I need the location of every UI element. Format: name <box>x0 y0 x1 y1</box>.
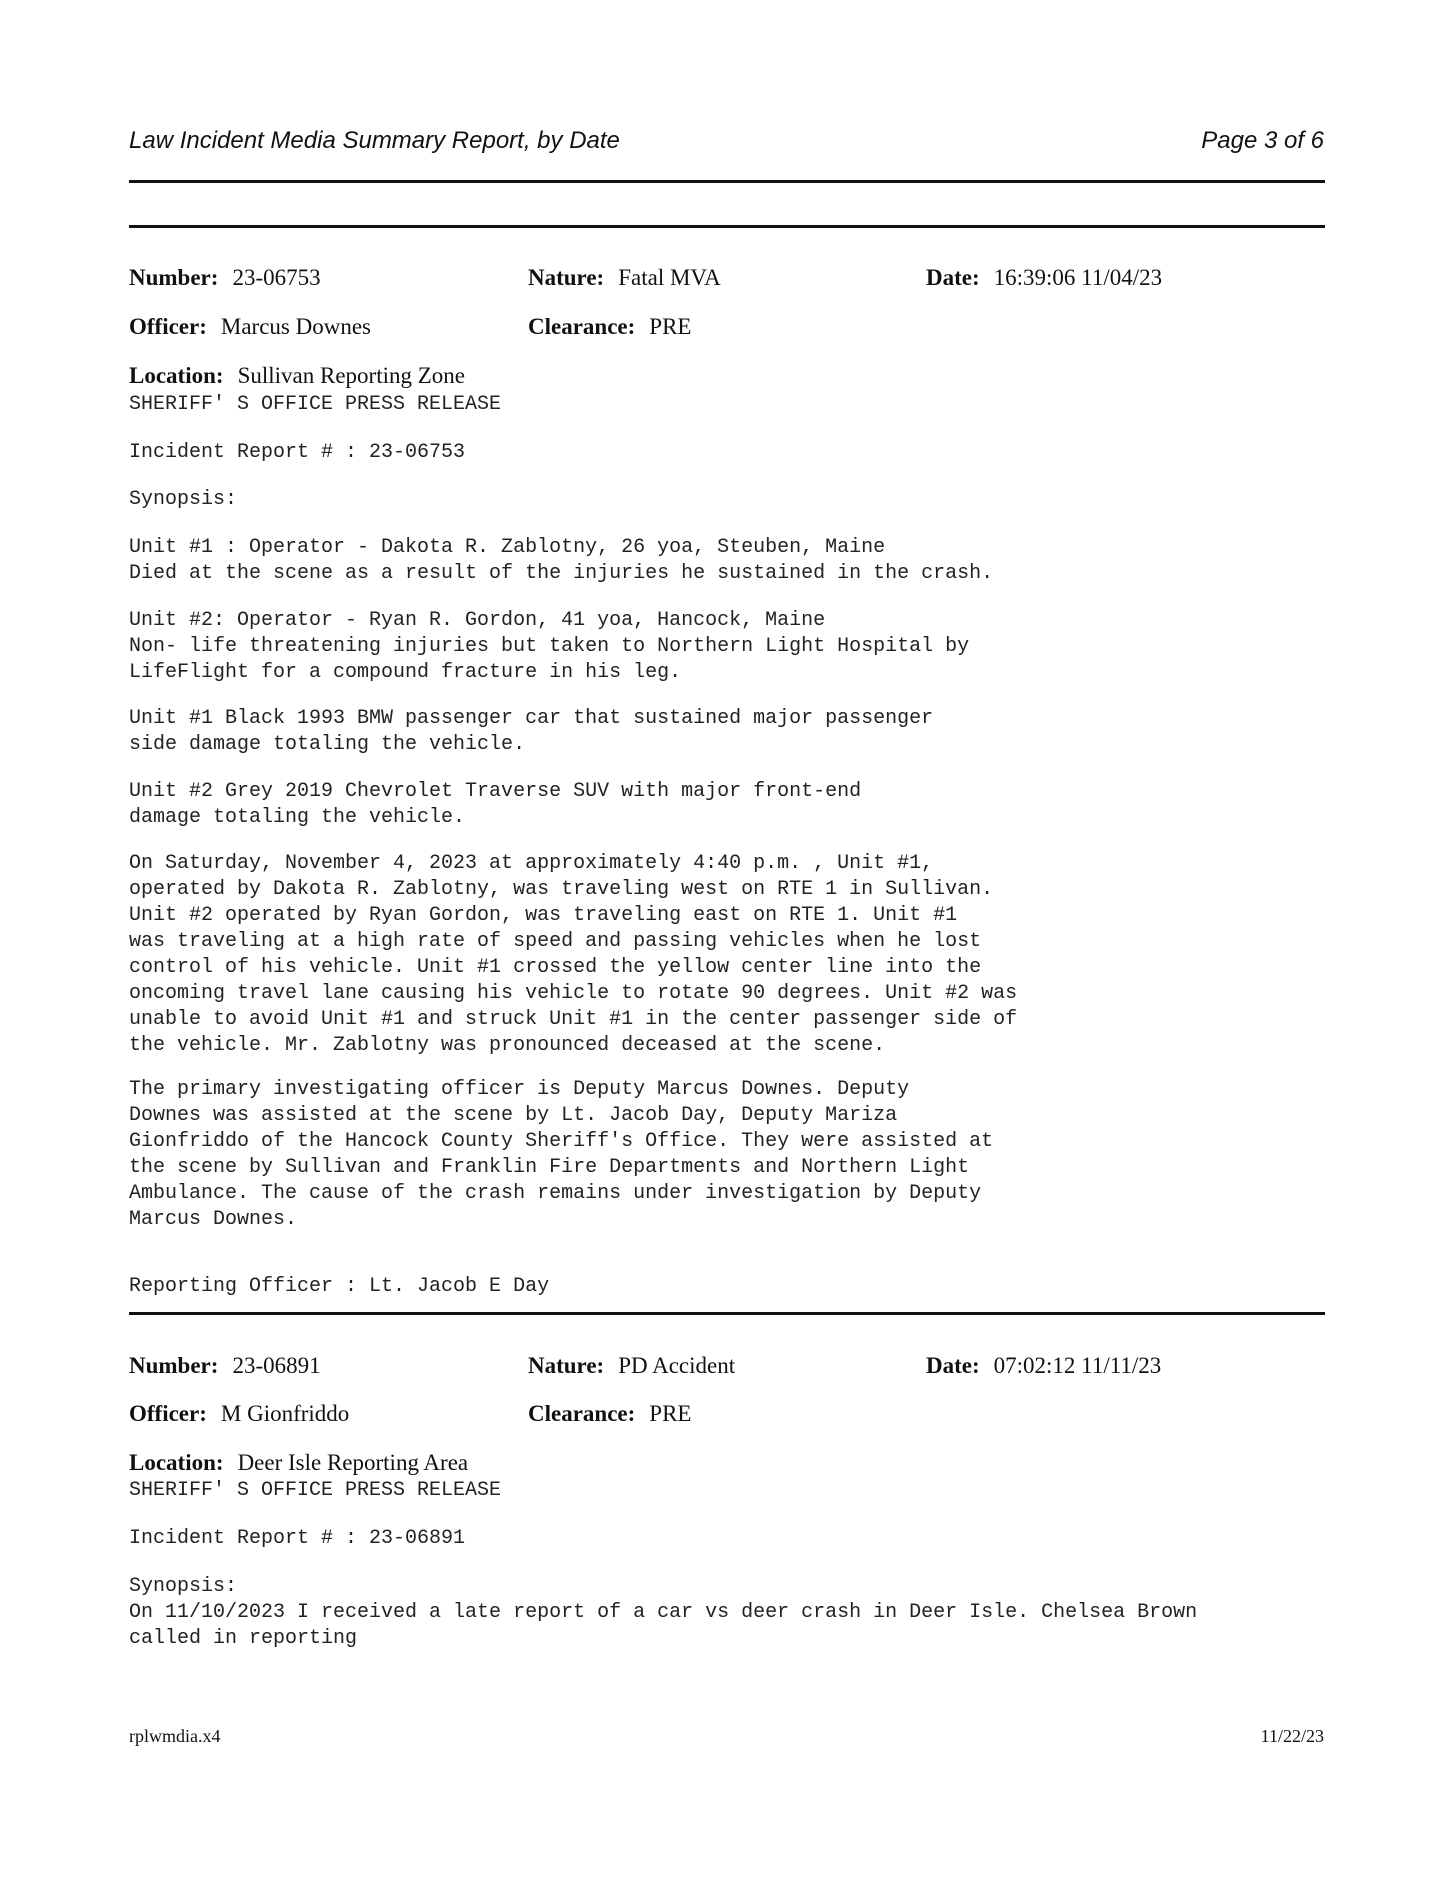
page-number: Page 3 of 6 <box>1201 127 1324 154</box>
officer-value: Marcus Downes <box>220 314 371 339</box>
incident-1-officer <box>129 312 371 342</box>
incident-1-date <box>926 263 1162 293</box>
officer-value: M Gionfriddo <box>220 1401 350 1426</box>
number-value: 23-06891 <box>232 1353 321 1378</box>
footer-print-date: 11/22/23 <box>1260 1726 1324 1746</box>
number-label: Number: <box>129 265 219 290</box>
synopsis-paragraph: Unit #2 Grey 2019 Chevrolet Traverse SUV with major front-end damage totaling the vehicle. <box>129 780 862 829</box>
location-value: Deer Isle Reporting Area <box>237 1450 469 1475</box>
press-release-heading: SHERIFF' S OFFICE PRESS RELEASE <box>129 1479 502 1502</box>
incident-2-officer <box>129 1399 349 1429</box>
synopsis-paragraph: Unit #1 Black 1993 BMW passenger car that sustained major passenger side damage totaling the vehicle. <box>129 707 934 756</box>
location-label: Location: <box>129 1450 224 1475</box>
date-value: 16:39:06 11/04/23 <box>993 265 1163 290</box>
report-title: Law Incident Media Summary Report, by Date <box>129 127 620 154</box>
incident-1-number <box>129 263 321 293</box>
synopsis-paragraph: On Saturday, November 4, 2023 at approximately 4:40 p.m. , Unit #1, operated by Dakota R. Zablotny, was traveling west on RTE 1 in Sullivan. Unit #2 operated by Ryan Gordon, was traveling east on RTE 1. Unit #1 was traveling at a high rate of speed and passing vehicles when he lost control of his vehicle. Unit #1 crossed the yellow center line into the oncoming travel lane causing his vehicle to rotate 90 degrees. Unit #2 was unable to avoid Unit #1 and struck Unit #1 in the center passenger side of the vehicle. Mr. Zablotny was pronounced deceased at the scene. <box>129 852 1018 1057</box>
press-release-heading: SHERIFF' S OFFICE PRESS RELEASE <box>129 393 502 416</box>
reporting-officer: Reporting Officer : Lt. Jacob E Day <box>129 1275 550 1298</box>
footer-report-code: rplwmdia.x4 <box>129 1726 221 1746</box>
number-value: 23-06753 <box>232 265 321 290</box>
number-label: Number: <box>129 1353 219 1378</box>
nature-label: Nature: <box>528 1353 605 1378</box>
officer-label: Officer: <box>129 1401 207 1426</box>
incident-report-number: Incident Report # : 23-06753 <box>129 441 466 464</box>
incident-1-clearance <box>528 312 691 342</box>
header-rule-bottom <box>129 225 1325 228</box>
clearance-value: PRE <box>649 1401 692 1426</box>
date-label: Date: <box>926 265 980 290</box>
date-value: 07:02:12 11/11/23 <box>993 1353 1162 1378</box>
incident-2-location <box>129 1448 468 1478</box>
synopsis-paragraph: Unit #2: Operator - Ryan R. Gordon, 41 yoa, Hancock, Maine Non- life threatening injuries but taken to Northern Light Hospital by LifeFlight for a compound fracture in his leg. <box>129 609 970 684</box>
synopsis-paragraph: The primary investigating officer is Deputy Marcus Downes. Deputy Downes was assisted at the scene by Lt. Jacob Day, Deputy Mariza Gionfriddo of the Hancock County Sheriff's Office. They were assisted at the scene by Sullivan and Franklin Fire Departments and Northern Light Ambulance. The cause of the crash remains under investigation by Deputy Marcus Downes. <box>129 1078 994 1231</box>
header-rule-top <box>129 180 1325 183</box>
clearance-label: Clearance: <box>528 314 636 339</box>
synopsis-paragraph: Synopsis: On 11/10/2023 I received a late report of a car vs deer crash in Deer Isle. Chelsea Brown called in reporting <box>129 1575 1198 1650</box>
incident-separator-rule <box>129 1312 1325 1315</box>
officer-label: Officer: <box>129 314 207 339</box>
incident-report-number: Incident Report # : 23-06891 <box>129 1527 466 1550</box>
incident-1-location <box>129 361 465 391</box>
clearance-value: PRE <box>649 314 692 339</box>
clearance-label: Clearance: <box>528 1401 636 1426</box>
incident-2-date <box>926 1351 1161 1381</box>
location-value: Sullivan Reporting Zone <box>237 363 465 388</box>
nature-label: Nature: <box>528 265 605 290</box>
incident-1-nature <box>528 263 721 293</box>
date-label: Date: <box>926 1353 980 1378</box>
nature-value: Fatal MVA <box>618 265 721 290</box>
location-label: Location: <box>129 363 224 388</box>
incident-2-nature <box>528 1351 735 1381</box>
synopsis-label: Synopsis: <box>129 488 238 511</box>
incident-2-number <box>129 1351 321 1381</box>
incident-2-clearance <box>528 1399 691 1429</box>
nature-value: PD Accident <box>618 1353 736 1378</box>
synopsis-paragraph: Unit #1 : Operator - Dakota R. Zablotny, 26 yoa, Steuben, Maine Died at the scene as a result of the injuries he sustained in the crash. <box>129 536 994 585</box>
